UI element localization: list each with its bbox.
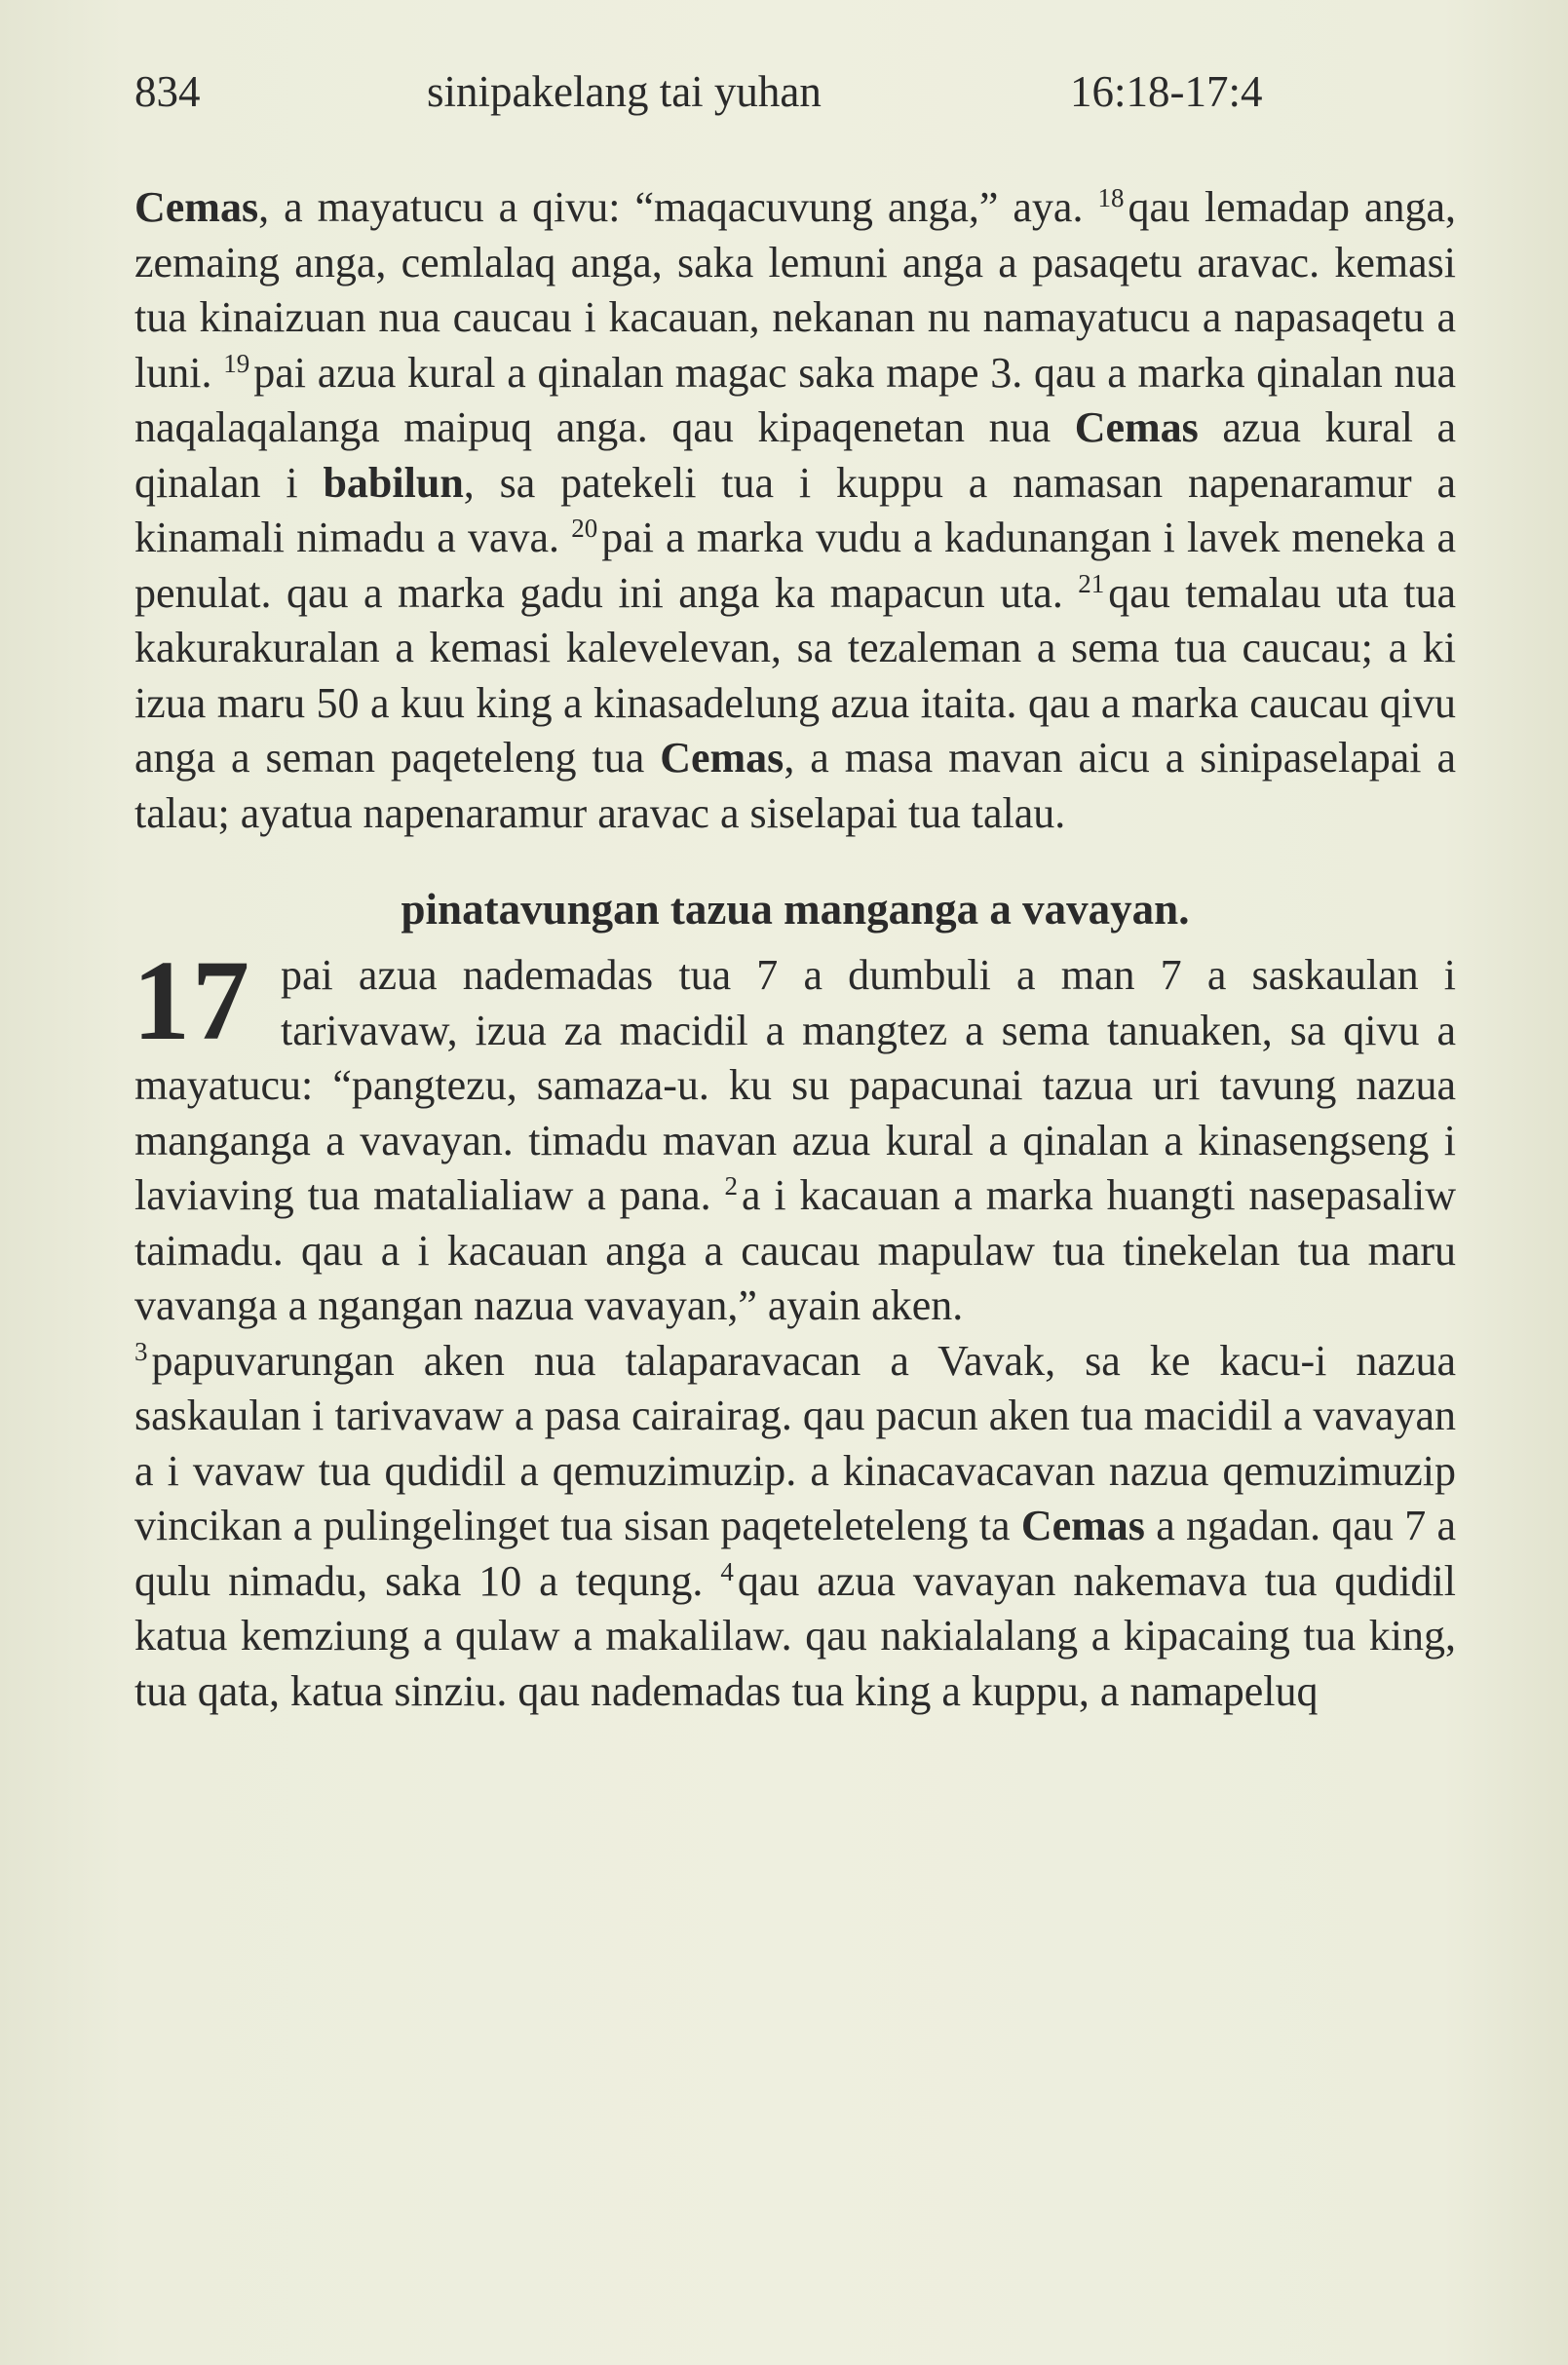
verse-number: 4 [720,1556,734,1586]
proper-noun: Cemas [134,183,259,231]
proper-noun: Cemas [1020,1502,1145,1549]
verse-number: 21 [1078,568,1105,598]
verse-number: 20 [571,514,598,543]
chapter-paragraph: 17 pai azua nademadas tua 7 a dumbuli a man 7 a saskaulan i tarivavaw, izua za macidil a mangtez a sema tanuaken, sa qivu a mayatucu: “pangtezu, samaza-u. ku su papacunai tazua uri tavung nazua manganga a vavayan. timadu mavan azua kural a qinalan a kinasengseng i laviaving tua matalialiaw a pana. $^2$a i kacauan a marka huangti nasepasaliw taimadu. qau a i kacauan anga a caucau mapulaw tua tinekelan tua maru vavanga a ngangan nazua vavayan,” ayain aken. [133,936,1456,1329]
chapter-verse-reference: 16:18-17:4 [1070,67,1263,116]
proper-noun: Cemas [660,734,784,782]
verse-number: 3 [134,1336,148,1366]
page-number: 834 [134,67,201,116]
running-title: sinipakelang tai yuhan [427,67,822,116]
verse-number: 19 [223,348,250,378]
proper-noun: Cemas [1074,403,1199,451]
body-text [134,180,1456,1719]
page-header [134,66,1434,125]
paragraph: $^3$papuvarungan aken nua talaparavacan a Vavak, sa ke kacu-i nazua saskaulan i tarivavaw a pasa cairairag. qau pacun aken tua macidil a vavayan a i vavaw tua qudidil a qemuzimuzip. a kinacavacavan nazua qemuzimuzip vincikan a pulingelinget tua sisan paqeteleteleng ta Cemas a ngadan. qau 7 a qulu nimadu, saka 10 a tequng. $^4$qau azua vavayan nakemava tua qudidil katua kemziung a qulaw a makalilaw. qau nakialalang a kipacaing tua king, tua qata, katua sinziu. qau nademadas tua king a kuppu, a namapeluq [134,1336,1457,1715]
paragraph: Cemas, a mayatucu a qivu: “maqacuvung anga,” aya. $^{18}$qau lemadap anga, zemaing anga, cemlalaq anga, saka lemuni anga a pasaqetu aravac. kemasi tua kinaizuan nua caucau i kacauan, nekanan nu namayatucu a napasaqetu a luni. $^{19}$pai azua kural a qinalan magac saka mape 3. qau a marka qinalan nua naqalaqalanga maipuq anga. qau kipaqenetan nua Cemas azua kural a qinalan i babilun, sa patekeli tua i kuppu a namasan napenaramur a kinamali nimadu a vava. $^{20}$pai a marka vudu a kadunangan i lavek meneka a penulat. qau a marka gadu ini anga ka mapacun uta. $^{21}$qau temalau uta tua kakurakuralan a kemasi kalevelevan, sa tezaleman a sema tua caucau; a ki izua maru 50 a kuu king a kinasadelung azua itaita. qau a marka caucau qivu anga a seman paqeteleng tua Cemas, a masa mavan aicu a sinipaselapai a talau; ayatua napenaramur aravac a siselapai tua talau. [134,183,1457,837]
chapter-number: 17 [133,936,251,1064]
proper-noun: babilun [323,458,464,507]
verse-number: 2 [724,1171,739,1201]
section-heading: pinatavungan tazua manganga a vavayan. [401,885,1190,934]
verse-number: 18 [1097,183,1125,212]
